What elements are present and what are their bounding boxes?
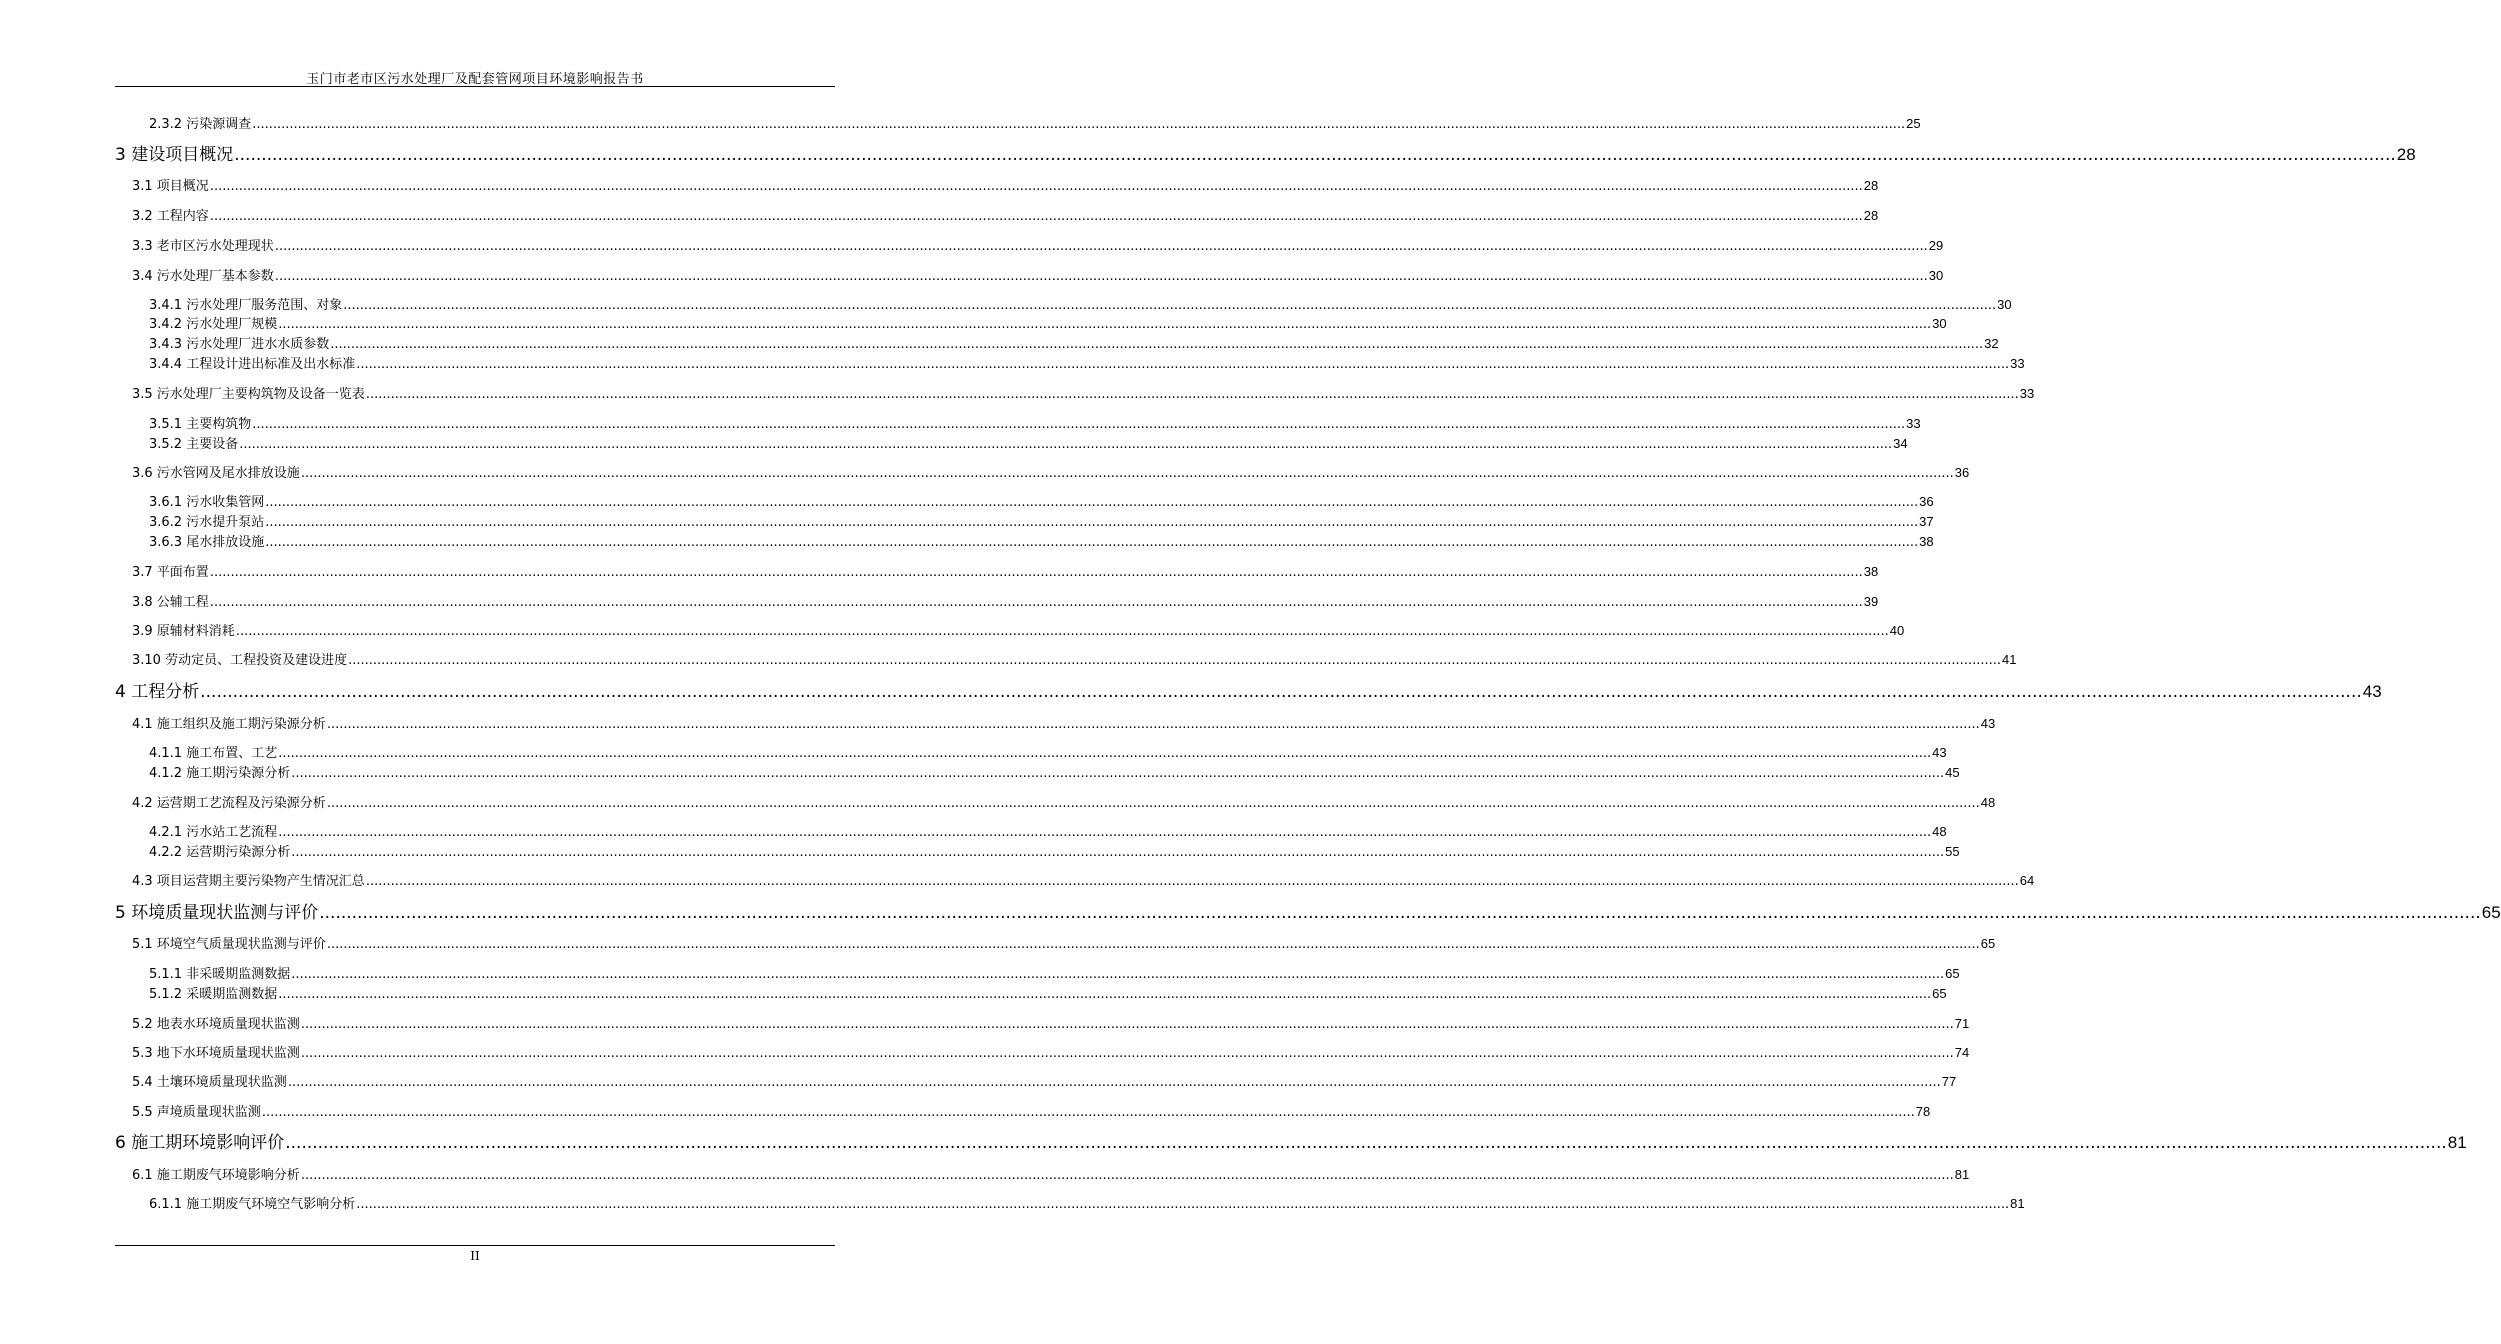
toc-entry-title: 5.1 环境空气质量现状监测与评价 xyxy=(132,937,326,952)
toc-dot-leader: ................................................................................................................................................................................................................................................................................................................................................................................................................ xyxy=(265,535,1919,550)
toc-dot-leader: ................................................................................................................................................................................................................................................................................................................................................................................................................ xyxy=(356,1197,2010,1212)
toc-dot-leader: ................................................................................................................................................................................................................................................................................................................................................................................................................ xyxy=(356,357,2010,372)
toc-page-number: 81 xyxy=(2447,1133,2467,1152)
toc-entry-title: 3.10 劳动定员、工程投资及建设进度 xyxy=(132,653,348,668)
toc-entry-title: 6.1 施工期废气环境影响分析 xyxy=(132,1168,300,1183)
toc-entry-level-3[interactable] xyxy=(149,333,1999,352)
toc-entry-level-3[interactable] xyxy=(149,413,1921,432)
toc-entry-title: 3.2 工程内容 xyxy=(132,209,209,224)
toc-entry-title: 4.1 施工组织及施工期污染源分析 xyxy=(132,717,326,732)
toc-entry-level-2[interactable] xyxy=(132,1071,1957,1090)
toc-page-number: 39 xyxy=(1863,594,1879,609)
toc-dot-leader: ................................................................................................................................................................................................................................................................................................................................................................................................................ xyxy=(285,1133,2447,1153)
toc-entry-title: 5.2 地表水环境质量现状监测 xyxy=(132,1017,300,1032)
toc-page-number: 40 xyxy=(1889,623,1905,638)
toc-page-number: 33 xyxy=(2019,386,2035,401)
toc-dot-leader: ................................................................................................................................................................................................................................................................................................................................................................................................................ xyxy=(261,1105,1915,1120)
toc-entry-title: 3.7 平面布置 xyxy=(132,565,209,580)
toc-dot-leader: ................................................................................................................................................................................................................................................................................................................................................................................................................ xyxy=(330,337,1984,352)
toc-page-number: 37 xyxy=(1919,514,1934,529)
toc-entry-title: 3.3 老市区污水处理现状 xyxy=(132,239,274,254)
toc-dot-leader: ................................................................................................................................................................................................................................................................................................................................................................................................................ xyxy=(287,1075,1941,1090)
toc-entry-level-2[interactable] xyxy=(132,561,1879,580)
toc-entry-title: 4.1.1 施工布置、工艺 xyxy=(149,746,278,761)
toc-entry-title: 3.5.1 主要构筑物 xyxy=(149,417,252,432)
toc-entry-level-2[interactable] xyxy=(132,1101,1931,1120)
toc-entry-level-3[interactable] xyxy=(149,433,1908,452)
toc-dot-leader: ................................................................................................................................................................................................................................................................................................................................................................................................................ xyxy=(209,595,1863,610)
toc-dot-leader: ................................................................................................................................................................................................................................................................................................................................................................................................................ xyxy=(209,179,1863,194)
toc-entry-title: 4 工程分析 xyxy=(115,682,200,702)
toc-dot-leader: ................................................................................................................................................................................................................................................................................................................................................................................................................ xyxy=(300,466,1954,481)
toc-dot-leader: ................................................................................................................................................................................................................................................................................................................................................................................................................ xyxy=(365,874,2019,889)
toc-page-number: 45 xyxy=(1945,765,1960,780)
toc-entry-title: 5.4 土壤环境质量现状监测 xyxy=(132,1075,287,1090)
toc-dot-leader: ................................................................................................................................................................................................................................................................................................................................................................................................................ xyxy=(209,209,1863,224)
toc-entry-level-2[interactable] xyxy=(132,1042,1970,1061)
toc-entry-title: 3.1 项目概况 xyxy=(132,179,209,194)
toc-entry-level-3[interactable] xyxy=(149,841,1960,860)
toc-dot-leader: ................................................................................................................................................................................................................................................................................................................................................................................................................ xyxy=(300,1168,1954,1183)
toc-dot-leader: ................................................................................................................................................................................................................................................................................................................................................................................................................ xyxy=(265,495,1919,510)
toc-entry-level-2[interactable] xyxy=(132,383,2035,402)
toc-page-number: 65 xyxy=(1980,936,1996,951)
toc-entry-level-3[interactable] xyxy=(149,511,1934,530)
toc-entry-title: 4.3 项目运营期主要污染物产生情况汇总 xyxy=(132,874,365,889)
toc-entry-level-2[interactable] xyxy=(132,205,1879,224)
toc-entry-title: 3.4 污水处理厂基本参数 xyxy=(132,269,274,284)
toc-entry-level-2[interactable] xyxy=(132,235,1944,254)
toc-page-number: 78 xyxy=(1915,1104,1931,1119)
toc-entry-title: 5 环境质量现状监测与评价 xyxy=(115,903,319,923)
toc-entry-level-3[interactable] xyxy=(149,963,1960,982)
toc-entry-title: 3.4.3 污水处理厂进水水质参数 xyxy=(149,337,330,352)
toc-page-number: 29 xyxy=(1928,238,1944,253)
toc-entry-title: 3.4.4 工程设计进出标准及出水标准 xyxy=(149,357,356,372)
toc-entry-level-3[interactable] xyxy=(149,313,1947,332)
toc-dot-leader: ................................................................................................................................................................................................................................................................................................................................................................................................................ xyxy=(300,1046,1954,1061)
toc-dot-leader: ................................................................................................................................................................................................................................................................................................................................................................................................................ xyxy=(252,417,1906,432)
toc-dot-leader: ................................................................................................................................................................................................................................................................................................................................................................................................................ xyxy=(239,437,1893,452)
toc-page-number: 34 xyxy=(1893,436,1908,451)
toc-page-number: 38 xyxy=(1919,534,1934,549)
toc-entry-title: 5.1.1 非采暖期监测数据 xyxy=(149,967,291,982)
toc-entry-title: 5.1.2 采暖期监测数据 xyxy=(149,987,278,1002)
toc-entry-title: 4.2 运营期工艺流程及污染源分析 xyxy=(132,796,326,811)
toc-entry-level-1[interactable] xyxy=(115,677,2382,702)
toc-entry-level-3[interactable] xyxy=(149,1193,2025,1212)
toc-page-number: 65 xyxy=(1932,986,1947,1001)
toc-page-number: 43 xyxy=(1932,745,1947,760)
toc-page-number: 36 xyxy=(1954,465,1970,480)
toc-entry-level-3[interactable] xyxy=(149,531,1934,550)
toc-entry-level-3[interactable] xyxy=(149,821,1947,840)
toc-entry-level-1[interactable] xyxy=(115,1128,2467,1153)
toc-page-number: 32 xyxy=(1984,336,1999,351)
toc-page-number: 43 xyxy=(2362,682,2382,701)
toc-entry-title: 3.8 公辅工程 xyxy=(132,595,209,610)
toc-page-number: 33 xyxy=(1906,416,1921,431)
toc-entry-level-2[interactable] xyxy=(132,462,1970,481)
toc-entry-title: 3.5 污水处理厂主要构筑物及设备一览表 xyxy=(132,387,365,402)
toc-page-number: 36 xyxy=(1919,494,1934,509)
toc-entry-title: 3.6 污水管网及尾水排放设施 xyxy=(132,466,300,481)
toc-page-number: 30 xyxy=(1932,316,1947,331)
toc-dot-leader: ................................................................................................................................................................................................................................................................................................................................................................................................................ xyxy=(326,937,1980,952)
toc-entry-title: 4.2.2 运营期污染源分析 xyxy=(149,845,291,860)
toc-page-number: 77 xyxy=(1941,1074,1957,1089)
toc-entry-title: 4.1.2 施工期污染源分析 xyxy=(149,766,291,781)
toc-dot-leader: ................................................................................................................................................................................................................................................................................................................................................................................................................ xyxy=(235,624,1889,639)
toc-entry-level-2[interactable] xyxy=(132,175,1879,194)
toc-page-number: 81 xyxy=(2010,1196,2025,1211)
toc-entry-title: 4.2.1 污水站工艺流程 xyxy=(149,825,278,840)
toc-page-number: 55 xyxy=(1945,844,1960,859)
toc-page-number: 28 xyxy=(2396,145,2416,164)
toc-dot-leader: ................................................................................................................................................................................................................................................................................................................................................................................................................ xyxy=(274,269,1928,284)
toc-dot-leader: ................................................................................................................................................................................................................................................................................................................................................................................................................ xyxy=(278,317,1932,332)
toc-dot-leader: ................................................................................................................................................................................................................................................................................................................................................................................................................ xyxy=(252,117,1906,132)
toc-entry-level-1[interactable] xyxy=(115,140,2416,165)
toc-entry-title: 6 施工期环境影响评价 xyxy=(115,1133,285,1153)
toc-entry-title: 2.3.2 污染源调查 xyxy=(149,117,252,132)
toc-page-number: 28 xyxy=(1863,208,1879,223)
toc-dot-leader: ................................................................................................................................................................................................................................................................................................................................................................................................................ xyxy=(234,145,2396,165)
toc-page-number: 48 xyxy=(1980,795,1996,810)
toc-entry-title: 5.5 声境质量现状监测 xyxy=(132,1105,261,1120)
toc-entry-level-3[interactable] xyxy=(149,983,1947,1002)
toc-dot-leader: ................................................................................................................................................................................................................................................................................................................................................................................................................ xyxy=(365,387,2019,402)
toc-entry-title: 6.1.1 施工期废气环境空气影响分析 xyxy=(149,1197,356,1212)
toc-dot-leader: ................................................................................................................................................................................................................................................................................................................................................................................................................ xyxy=(291,967,1945,982)
toc-entry-level-2[interactable] xyxy=(132,620,1905,639)
toc-entry-title: 3.6.1 污水收集管网 xyxy=(149,495,265,510)
toc-dot-leader: ................................................................................................................................................................................................................................................................................................................................................................................................................ xyxy=(300,1017,1954,1032)
toc-page-number: 48 xyxy=(1932,824,1947,839)
toc-page-number: 65 xyxy=(1945,966,1960,981)
document-header-title: 玉门市老市区污水处理厂及配套管网项目环境影响报告书 xyxy=(306,72,644,87)
toc-page-number: 30 xyxy=(1997,297,2012,312)
toc-page-number: 43 xyxy=(1980,716,1996,731)
toc-dot-leader: ................................................................................................................................................................................................................................................................................................................................................................................................................ xyxy=(326,717,1980,732)
toc-entry-level-2[interactable] xyxy=(132,1164,1970,1183)
footer-divider xyxy=(115,1245,835,1246)
toc-entry-title: 3.4.2 污水处理厂规模 xyxy=(149,317,278,332)
toc-page-number: 81 xyxy=(1954,1167,1970,1182)
toc-dot-leader: ................................................................................................................................................................................................................................................................................................................................................................................................................ xyxy=(278,746,1932,761)
toc-page-number: 25 xyxy=(1906,116,1921,131)
toc-dot-leader: ................................................................................................................................................................................................................................................................................................................................................................................................................ xyxy=(291,845,1945,860)
toc-entry-level-3[interactable] xyxy=(149,762,1960,781)
toc-entry-level-2[interactable] xyxy=(132,933,1996,952)
toc-dot-leader: ................................................................................................................................................................................................................................................................................................................................................................................................................ xyxy=(265,515,1919,530)
toc-entry-level-2[interactable] xyxy=(132,713,1996,732)
toc-dot-leader: ................................................................................................................................................................................................................................................................................................................................................................................................................ xyxy=(278,825,1932,840)
toc-page-number: 71 xyxy=(1954,1016,1970,1031)
toc-page-number: 74 xyxy=(1954,1045,1970,1060)
toc-entry-title: 3.6.3 尾水排放设施 xyxy=(149,535,265,550)
toc-entry-title: 3.4.1 污水处理厂服务范围、对象 xyxy=(149,298,343,313)
toc-entry-level-2[interactable] xyxy=(132,870,2035,889)
page-number: II xyxy=(470,1249,480,1263)
toc-page-number: 28 xyxy=(1863,178,1879,193)
toc-dot-leader: ................................................................................................................................................................................................................................................................................................................................................................................................................ xyxy=(200,682,2362,702)
toc-entry-level-2[interactable] xyxy=(132,792,1996,811)
toc-page-number: 64 xyxy=(2019,873,2035,888)
toc-entry-level-3[interactable] xyxy=(149,113,1921,132)
toc-dot-leader: ................................................................................................................................................................................................................................................................................................................................................................................................................ xyxy=(319,903,2481,923)
toc-page-number: 38 xyxy=(1863,564,1879,579)
toc-dot-leader: ................................................................................................................................................................................................................................................................................................................................................................................................................ xyxy=(209,565,1863,580)
toc-page-number: 30 xyxy=(1928,268,1944,283)
toc-entry-level-2[interactable] xyxy=(132,1013,1970,1032)
toc-dot-leader: ................................................................................................................................................................................................................................................................................................................................................................................................................ xyxy=(274,239,1928,254)
toc-entry-level-3[interactable] xyxy=(149,742,1947,761)
toc-entry-level-3[interactable] xyxy=(149,353,2025,372)
toc-entry-level-2[interactable] xyxy=(132,591,1879,610)
toc-entry-level-1[interactable] xyxy=(115,898,2501,923)
toc-entry-level-2[interactable] xyxy=(132,649,2017,668)
toc-entry-title: 3.6.2 污水提升泵站 xyxy=(149,515,265,530)
toc-entry-title: 5.3 地下水环境质量现状监测 xyxy=(132,1046,300,1061)
toc-entry-level-3[interactable] xyxy=(149,294,2012,313)
toc-page-number: 33 xyxy=(2010,356,2025,371)
toc-dot-leader: ................................................................................................................................................................................................................................................................................................................................................................................................................ xyxy=(343,298,1997,313)
toc-dot-leader: ................................................................................................................................................................................................................................................................................................................................................................................................................ xyxy=(291,766,1945,781)
toc-entry-level-3[interactable] xyxy=(149,491,1934,510)
toc-page-number: 65 xyxy=(2481,903,2501,922)
toc-dot-leader: ................................................................................................................................................................................................................................................................................................................................................................................................................ xyxy=(348,653,2002,668)
toc-dot-leader: ................................................................................................................................................................................................................................................................................................................................................................................................................ xyxy=(278,987,1932,1002)
toc-entry-level-2[interactable] xyxy=(132,265,1944,284)
toc-page-number: 41 xyxy=(2002,652,2017,667)
toc-entry-title: 3.5.2 主要设备 xyxy=(149,437,239,452)
toc-entry-title: 3 建设项目概况 xyxy=(115,145,234,165)
toc-entry-title: 3.9 原辅材料消耗 xyxy=(132,624,235,639)
toc-dot-leader: ................................................................................................................................................................................................................................................................................................................................................................................................................ xyxy=(326,796,1980,811)
